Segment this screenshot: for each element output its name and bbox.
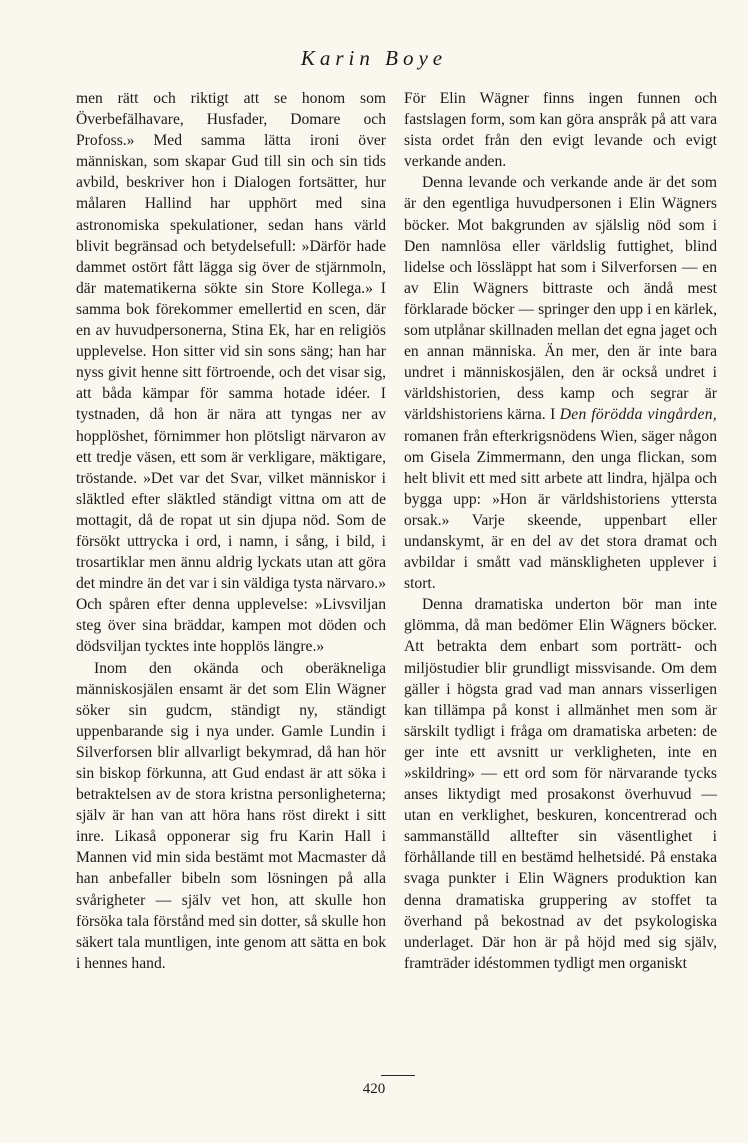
footer-rule	[381, 1075, 415, 1076]
paragraph	[404, 172, 717, 594]
paragraph: men rätt och riktigt att se honom som Överbefälhavare, Husfader, Domare och Profoss.» Med samma lätta ironi över människan, som skapar Gud till sin och sin tids avbild, beskriver hon i Dialogen fortsätter, hur målaren Hallind har upphört med sina astronomiska spekulationer, sedan hans värld blivit begränsad och betydelsefull: »Därför hade dammet ostört fått lägga sig över de stjärnmoln, där matematikerna sökte sin Store Kollega.» I samma bok förekommer emellertid en scen, där en av huvudpersonerna, Stina Ek, har en religiös upplevelse. Hon sitter vid sin sons säng; han har nyss givit henne sitt förtroende, och det visar sig, att båda kämpar för samma hotade idéer. I tystnaden, då hon är nära att tyngas ner av hopplöshet, förnimmer hon plötsligt närvaron av ett tredje väsen, ett som är verkligare, mäktigare, tröstande. »Det var det Svar, vilket människor i släktled efter släktled ständigt vittna om att de mottagit, då de ropat ut sin djupa nöd. Som de försökt uttrycka i ord, i namn, i sång, i bild, i trosartiklar men ännu aldrig lyckats utan att göra det mindre än det var i sin väldiga tysta närvaro.» Och spåren efter denna upplevelse: »Livsviljan steg över sina bräddar, kampen mot döden och dödsviljan tycktes inte hopplös längre.»	[76, 90, 386, 656]
left-column	[76, 88, 386, 974]
paragraph-text: Denna levande och verkande ande är det som är den egentliga huvudpersonen i Elin Wägners böcker. Mot bakgrunden av själslig nöd som i Den namnlösa eller världslig futtighet, blind lidelse och lössläppt hat som i Silverforsen — en av Elin Wägners bittraste och ändå mest förklarade böcker — springer den upp i en kärlek, som utplånar skillnaden mellan det egna jaget och en annan människa. Än mer, den är inte bara undret i människosjälen, den är också undret i världshistorien, dess kamp och segrar är världshistoriens kärna. I	[404, 174, 717, 424]
paragraph: Denna dramatiska underton bör man inte glömma, då man bedömer Elin Wägners böcker. Att betrakta dem enbart som porträtt- och miljöstudier blir grundligt missvisande. Om dem gäller i högsta grad vad man annars visserligen kan tillämpa på konst i allmänhet men som är särskilt tydligt i fråga om dramatiska arbeten: de ger inte ett avsnitt ur verkligheten, inte en »skildring» — ett ord som för närvarande tycks anses liktydigt med prosakonst överhuvud — utan en verklighet, beskuren, koncentrerad och sammanställd alltefter sin väsentlighet i förhållande till en bestämd helhetsidé. På enstaka svaga punkter i Elin Wägners produktion kan denna dramatiska gruppering av stoffet ta överhand på bekostnad av det psykologiska underlaget. Där hon är på höjd med sig själv, framträder idéstommen tydligt men organiskt	[404, 596, 717, 972]
right-column	[404, 88, 717, 974]
paragraph: Inom den okända och oberäkneliga människosjälen ensamt är det som Elin Wägner söker sin gudcm, ständigt ny, ständigt uppenbarande sig i nya under. Gamle Lundin i Silverforsen blir allvarligt bekymrad, då han hör sin biskop förkunna, att Gud endast är att söka i betraktelsen av de stora kristna personligheterna; själv är han van att höra hans röst direkt i sitt inre. Likaså opponerar sig fru Karin Hall i Mannen vid min sida bestämt mot Macmaster då han anbefaller bibeln som lösningen på alla svårigheter — själv vet hon, att skulle hon försöka tala förstånd med sin dotter, så skulle hon säkert tala muntligen, inte genom att sätta en bok i hennes hand.	[76, 659, 386, 972]
book-title: Den förödda vingården,	[559, 406, 718, 424]
paragraph: För Elin Wägner finns ingen funnen och fastslagen form, som kan göra anspråk på att vara sista ordet från den evigt levande och evigt verkande anden.	[404, 90, 717, 171]
running-header: Karin Boye	[300, 46, 448, 70]
page-number: 420	[362, 1081, 386, 1097]
paragraph-text: romanen från efterkrigsnödens Wien, säger någon om Gisela Zimmermann, den unga flickan, som helt blivit ett med sitt arbete att lindra, hjälpa och bygga upp: »Hon är världshistoriens yttersta orsak.» Varje skeende, uppenbart eller undanskymt, är en del av det stora dramat och avbildar i smått vad mänskligheten upplever i stort.	[404, 427, 717, 593]
